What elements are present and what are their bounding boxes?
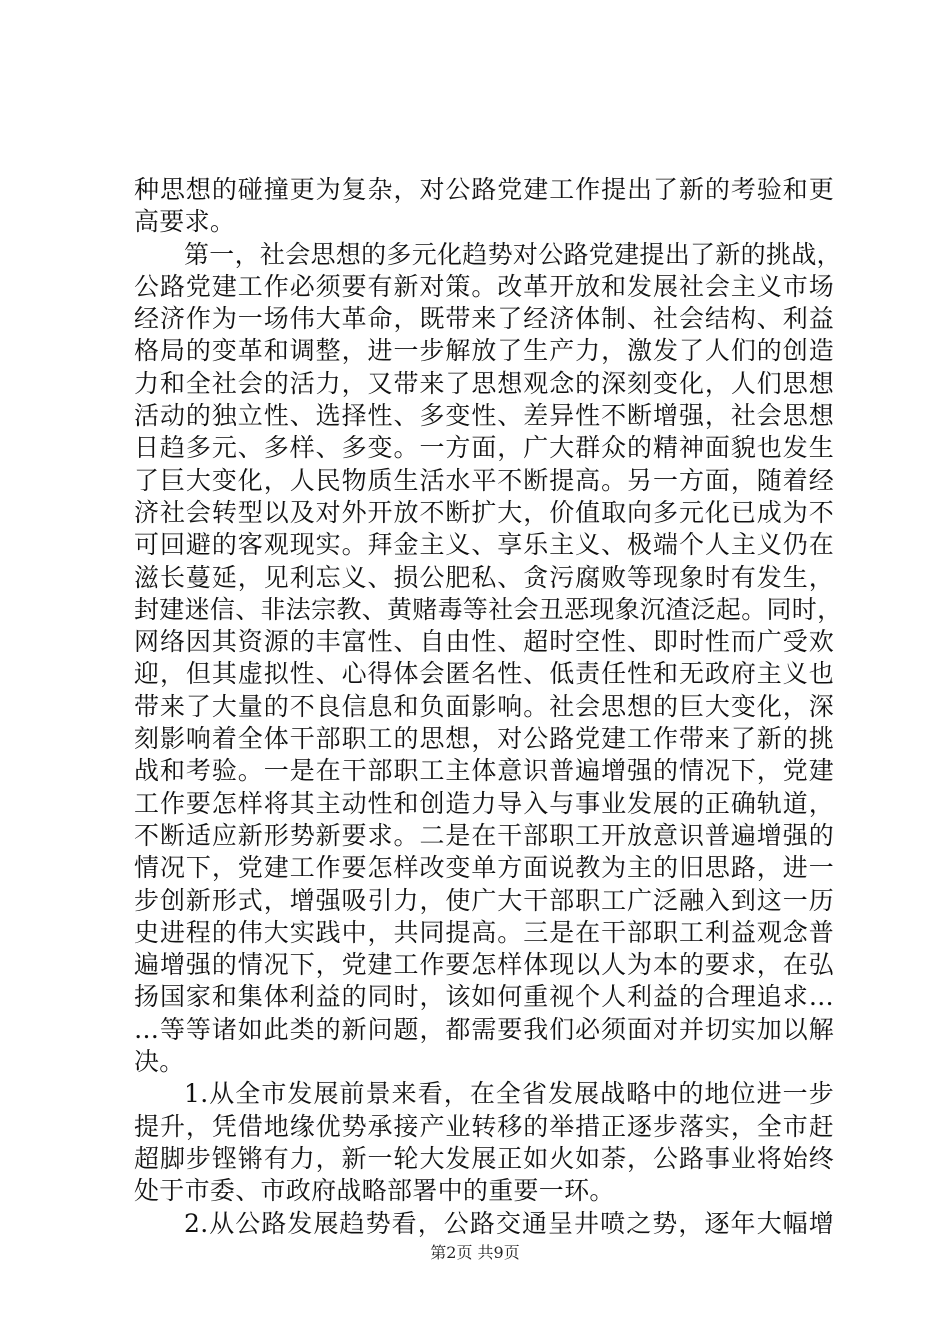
text-line: 迎，但其虚拟性、心得体会匿名性、低责任性和无政府主义也: [134, 659, 834, 689]
body-text: [134, 174, 843, 1240]
text-line: 网络因其资源的丰富性、自由性、超时空性、即时性而广受欢: [134, 627, 834, 657]
text-line: 扬国家和集体利益的同时，该如何重视个人利益的合理追求…: [134, 982, 834, 1012]
text-line: 刻影响着全体干部职工的思想，对公路党建工作带来了新的挑: [134, 724, 834, 754]
text-line: 滋长蔓延，见利忘义、损公肥私、贪污腐败等现象时有发生，: [134, 562, 834, 592]
text-line: 遍增强的情况下，党建工作要怎样体现以人为本的要求，在弘: [134, 950, 834, 980]
text-line: 处于市委、市政府战略部署中的重要一环。: [134, 1176, 615, 1206]
text-line: 情况下，党建工作要怎样改变单方面说教为主的旧思路，进一: [134, 853, 834, 883]
text-line: 封建迷信、非法宗教、黄赌毒等社会丑恶现象沉渣泛起。同时，: [134, 594, 843, 624]
text-line: 高要求。: [134, 207, 236, 237]
text-line: 力和全社会的活力，又带来了思想观念的深刻变化，人们思想: [134, 368, 834, 398]
text-line: 工作要怎样将其主动性和创造力导入与事业发展的正确轨道，: [134, 788, 834, 818]
text-line: 超脚步铿锵有力，新一轮大发展正如火如荼，公路事业将始终: [134, 1143, 834, 1173]
text-line: 不断适应新形势新要求。二是在干部职工开放意识普遍增强的: [134, 820, 834, 850]
text-line: 史进程的伟大实践中，共同提高。三是在干部职工利益观念普: [134, 917, 834, 947]
text-line: 活动的独立性、选择性、多变性、差异性不断增强，社会思想: [134, 401, 834, 431]
page-number-footer: 第2页 共9页: [430, 1243, 520, 1262]
text-line: 带来了大量的不良信息和负面影响。社会思想的巨大变化，深: [134, 691, 834, 721]
text-line: 经济作为一场伟大革命，既带来了经济体制、社会结构、利益: [134, 304, 834, 334]
text-line: 决。: [134, 1047, 185, 1077]
text-line: 格局的变革和调整，进一步解放了生产力，激发了人们的创造: [134, 336, 834, 366]
numbered-item-1: 1.从全市发展前景来看，在全省发展战略中的地位进一步: [184, 1079, 834, 1109]
text-line: 了巨大变化，人民物质生活水平不断提高。另一方面，随着经: [134, 465, 834, 495]
text-line: 济社会转型以及对外开放不断扩大，价值取向多元化已成为不: [134, 497, 834, 527]
text-line: 日趋多元、多样、多变。一方面，广大群众的精神面貌也发生: [134, 433, 834, 463]
paragraph-first-line: 第一，社会思想的多元化趋势对公路党建提出了新的挑战，: [184, 239, 842, 269]
text-line: …等等诸如此类的新问题，都需要我们必须面对并切实加以解: [134, 1014, 834, 1044]
text-line: 战和考验。一是在干部职工主体意识普遍增强的情况下，党建: [134, 756, 834, 786]
text-line: 提升，凭借地缘优势承接产业转移的举措正逐步落实，全市赶: [134, 1111, 834, 1141]
text-line: 公路党建工作必须要有新对策。改革开放和发展社会主义市场: [134, 271, 834, 301]
text-line: 可回避的客观现实。拜金主义、享乐主义、极端个人主义仍在: [134, 530, 834, 560]
text-line: 步创新形式，增强吸引力，使广大干部职工广泛融入到这一历: [134, 885, 834, 915]
numbered-item-2: 2.从公路发展趋势看，公路交通呈井喷之势，逐年大幅增: [184, 1208, 834, 1238]
text-line: 种思想的碰撞更为复杂，对公路党建工作提出了新的考验和更: [134, 175, 834, 204]
